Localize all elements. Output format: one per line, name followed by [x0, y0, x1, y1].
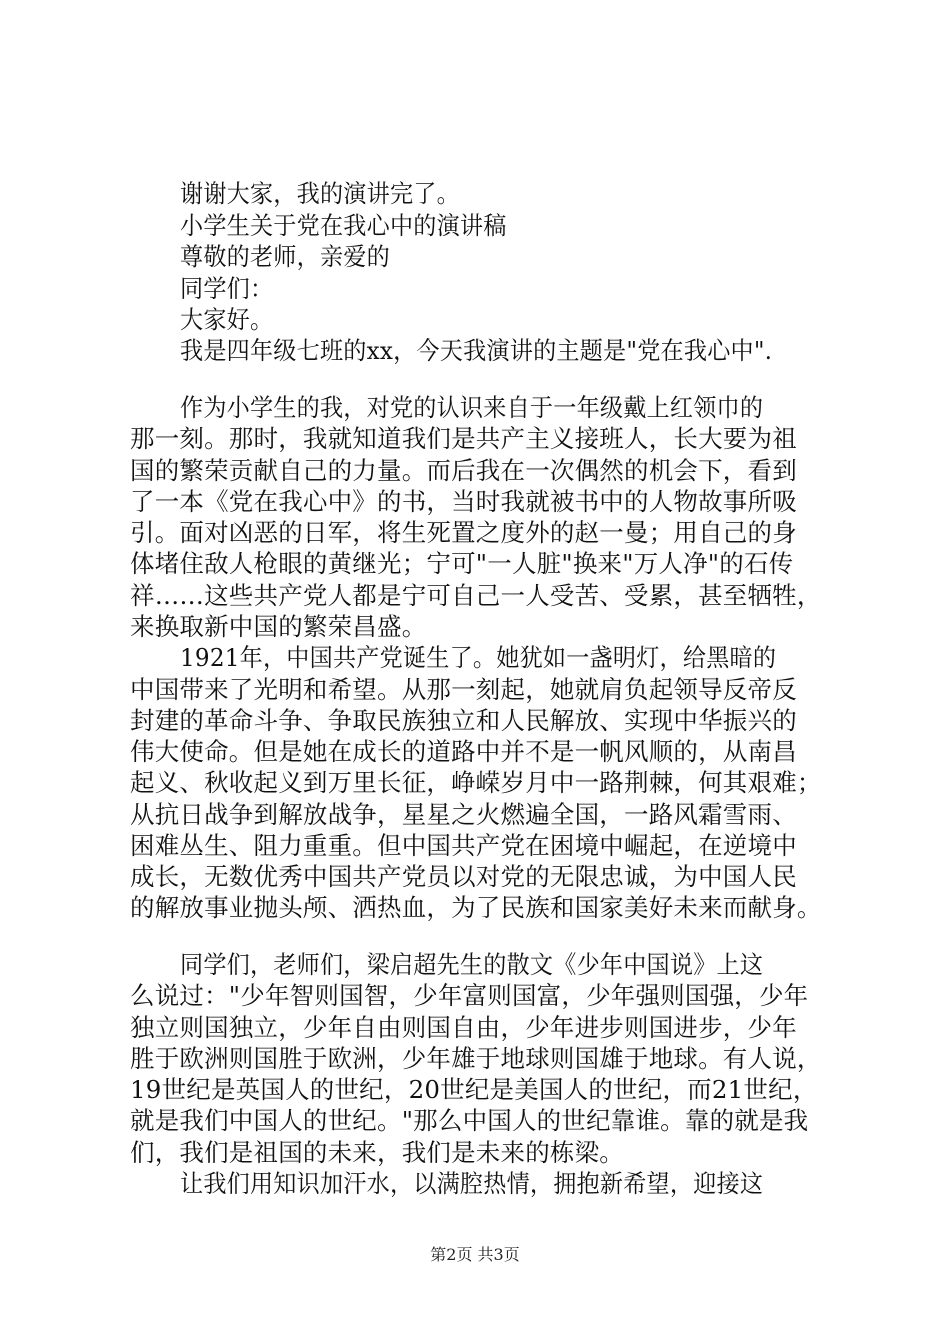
text-line: 们，我们是祖国的未来，我们是未来的栋梁。: [130, 1138, 624, 1167]
text-line: 谢谢大家，我的演讲完了。: [180, 179, 460, 208]
text-line: 了一本《党在我心中》的书，当时我就被书中的人物故事所吸: [130, 487, 797, 516]
text-line: 同学们：: [180, 274, 274, 303]
text-line: 独立则国独立，少年自由则国自由，少年进步则国进步，少年: [130, 1013, 797, 1042]
text-line: 伟大使命。但是她在成长的道路中并不是一帆风顺的，从南昌: [130, 737, 797, 766]
text-line: 胜于欧洲则国胜于欧洲，少年雄于地球则国雄于地球。有人说，: [130, 1044, 822, 1073]
text-line: 成长，无数优秀中国共产党员以对党的无限忠诚，为中国人民: [130, 862, 797, 891]
text-line: 封建的革命斗争、争取民族独立和人民解放、实现中华振兴的: [130, 706, 797, 735]
text-line: 就是我们中国人的世纪。"那么中国人的世纪靠谁。靠的就是我: [130, 1106, 809, 1135]
text-line: 中国带来了光明和希望。从那一刻起，她就肩负起领导反帝反: [130, 675, 797, 704]
text-line: 体堵住敌人枪眼的黄继光；宁可"一人脏"换来"万人净"的石传: [130, 549, 794, 578]
page-footer: 第2页 共3页: [430, 1245, 520, 1264]
text-line: 来换取新中国的繁荣昌盛。: [130, 612, 427, 641]
text-line: 我是四年级七班的xx，今天我演讲的主题是"党在我心中".: [180, 336, 773, 365]
text-line: 尊敬的老师，亲爱的: [180, 242, 390, 271]
text-line: 大家好。: [180, 305, 274, 334]
text-line: 困难丛生、阻力重重。但中国共产党在困境中崛起，在逆境中: [130, 831, 797, 860]
text-line: 祥……这些共产党人都是宁可自己一人受苦、受累，甚至牺牲，: [130, 581, 822, 610]
text-line: 让我们用知识加汗水，以满腔热情，拥抱新希望，迎接这: [180, 1169, 764, 1198]
text-line: 小学生关于党在我心中的演讲稿: [180, 211, 507, 240]
text-line: 作为小学生的我，对党的认识来自于一年级戴上红领巾的: [180, 393, 764, 422]
text-line: 从抗日战争到解放战争，星星之火燃遍全国，一路风霜雪雨、: [130, 800, 797, 829]
text-line: 国的繁荣贡献自己的力量。而后我在一次偶然的机会下，看到: [130, 456, 797, 485]
text-line: 引。面对凶恶的日军，将生死置之度外的赵一曼；用自己的身: [130, 518, 797, 547]
text-line: 1921年，中国共产党诞生了。她犹如一盏明灯，给黑暗的: [180, 643, 777, 672]
text-line: 的解放事业抛头颅、洒热血，为了民族和国家美好未来而献身。: [130, 893, 822, 922]
text-line: 那一刻。那时，我就知道我们是共产主义接班人，长大要为祖: [130, 424, 797, 453]
text-line: 么说过："少年智则国智，少年富则国富，少年强则国强，少年: [130, 981, 809, 1010]
text-line: 同学们，老师们，梁启超先生的散文《少年中国说》上这: [180, 950, 764, 979]
text-line: 19世纪是英国人的世纪，20世纪是美国人的世纪，而21世纪，: [130, 1075, 818, 1104]
text-line: 起义、秋收起义到万里长征，峥嵘岁月中一路荆棘，何其艰难；: [130, 768, 822, 797]
